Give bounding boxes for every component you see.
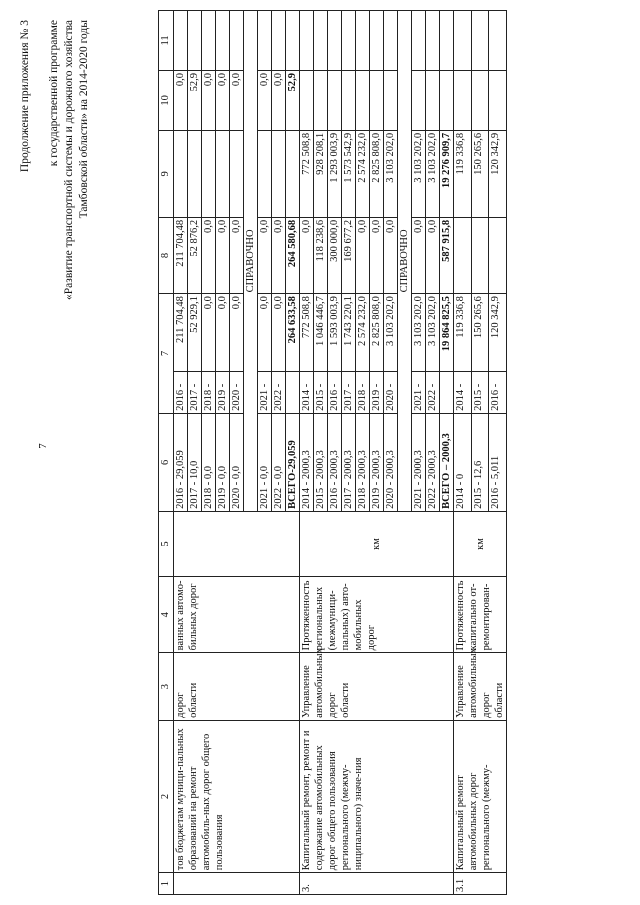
- other-funding: [202, 11, 216, 71]
- federal-funding: 0,0: [426, 217, 440, 293]
- federal-funding: [454, 217, 472, 293]
- federal-funding: 0,0: [202, 217, 216, 293]
- other-funding: [426, 11, 440, 71]
- total-indicator: ВСЕГО – 2000,3: [440, 413, 454, 511]
- column-number-9: 9: [159, 130, 174, 217]
- federal-funding: 0,0: [356, 217, 370, 293]
- header-line-2: «Развитие транспортной системы и дорожного хозяйства: [63, 20, 75, 300]
- regional-funding: 1 293 003,9: [328, 130, 342, 217]
- row-number: 3.1: [454, 873, 507, 895]
- indicator-value: 2016 - 29,059: [174, 413, 188, 511]
- regional-funding: [174, 130, 188, 217]
- header-line-1: к государственной программе: [48, 20, 60, 167]
- regional-funding: [202, 130, 216, 217]
- local-funding: [412, 70, 426, 130]
- regional-funding: 772 508,8: [300, 130, 314, 217]
- regional-funding: 2 574 232,0: [356, 130, 370, 217]
- regional-funding: 3 103 202,0: [412, 130, 426, 217]
- measure-name: Капитальный ремонт автомобильных дорог регионального (межму-: [454, 720, 507, 872]
- other-funding: [216, 11, 230, 71]
- other-funding: [454, 11, 472, 71]
- local-funding: [314, 70, 328, 130]
- total-funding: 1 046 446,7: [314, 294, 328, 372]
- indicator-value: 2020 - 2000,3: [384, 413, 398, 511]
- total-funding: 19 864 825,5: [440, 294, 454, 372]
- reference-label: СПРАВОЧНО: [244, 11, 258, 512]
- other-funding: [230, 11, 244, 71]
- indicator-value: 2015 - 12,6: [471, 413, 489, 511]
- column-number-10: 10: [159, 70, 174, 130]
- local-funding: 0,0: [216, 70, 230, 130]
- indicator-value: 2017 - 2000,3: [342, 413, 356, 511]
- indicator-value: 2016 - 5,011: [489, 413, 507, 511]
- federal-funding: 169 677,2: [342, 217, 356, 293]
- indicator-value: 2016 - 2000,3: [328, 413, 342, 511]
- year-label: 2014 -: [300, 372, 314, 413]
- local-funding: 0,0: [230, 70, 244, 130]
- table-row: [300, 11, 314, 895]
- other-funding: [370, 11, 384, 71]
- total-funding: 0,0: [272, 294, 286, 372]
- other-funding: [412, 11, 426, 71]
- table-row: [454, 11, 472, 895]
- regional-funding: 19 276 909,7: [440, 130, 454, 217]
- year-label: 2019 -: [216, 372, 230, 413]
- federal-funding: 0,0: [216, 217, 230, 293]
- other-funding: [356, 11, 370, 71]
- local-funding: 0,0: [202, 70, 216, 130]
- local-funding: 52,9: [188, 70, 202, 130]
- federal-funding: [471, 217, 489, 293]
- unit: км: [300, 511, 454, 576]
- federal-funding: 264 580,68: [286, 217, 300, 293]
- year-label: 2015 -: [314, 372, 328, 413]
- header-continuation: Продолжение приложения № 3: [19, 20, 31, 173]
- federal-funding: 0,0: [272, 217, 286, 293]
- column-number-7: 7: [159, 294, 174, 414]
- column-number-4: 4: [159, 577, 174, 653]
- indicator-value: 2014 - 0: [454, 413, 472, 511]
- federal-funding: 0,0: [230, 217, 244, 293]
- year-label: 2018 -: [202, 372, 216, 413]
- local-funding: [384, 70, 398, 130]
- total-funding: 3 103 202,0: [426, 294, 440, 372]
- regional-funding: 120 342,9: [489, 130, 507, 217]
- local-funding: [356, 70, 370, 130]
- executor: дорог области: [174, 653, 300, 720]
- total-funding: 150 265,6: [471, 294, 489, 372]
- unit: км: [454, 511, 507, 576]
- local-funding: [300, 70, 314, 130]
- year-label: [286, 372, 300, 413]
- indicator-name: ванных автомо-бильных дорог: [174, 577, 300, 653]
- column-number-11: 11: [159, 11, 174, 71]
- indicator-value: 2015 - 2000,3: [314, 413, 328, 511]
- total-funding: 3 103 202,0: [384, 294, 398, 372]
- total-funding: 2 574 232,0: [356, 294, 370, 372]
- indicator-value: 2020 - 0,0: [230, 413, 244, 511]
- reference-label: СПРАВОЧНО: [398, 11, 412, 512]
- other-funding: [300, 11, 314, 71]
- federal-funding: 118 238,6: [314, 217, 328, 293]
- total-funding: 2 825 808,0: [370, 294, 384, 372]
- page-number: 7: [36, 443, 49, 449]
- local-funding: [328, 70, 342, 130]
- federal-funding: [489, 217, 507, 293]
- column-number-3: 3: [159, 653, 174, 720]
- year-label: 2019 -: [370, 372, 384, 413]
- local-funding: [440, 70, 454, 130]
- regional-funding: [216, 130, 230, 217]
- indicator-value: 2021 - 0,0: [258, 413, 272, 511]
- total-funding: 0,0: [216, 294, 230, 372]
- total-funding: 120 342,9: [489, 294, 507, 372]
- other-funding: [258, 11, 272, 71]
- regional-funding: 3 103 202,0: [426, 130, 440, 217]
- year-label: 2017 -: [188, 372, 202, 413]
- other-funding: [440, 11, 454, 71]
- unit: [174, 511, 300, 576]
- federal-funding: 0,0: [300, 217, 314, 293]
- regional-funding: [286, 130, 300, 217]
- column-number-6: 6: [159, 413, 174, 511]
- measure-name: Капитальный ремонт, ремонт и содержание автомобильных дорог общего пользования регионального (межму-ниципального) значе-ния: [300, 720, 454, 872]
- federal-funding: 300 000,0: [328, 217, 342, 293]
- local-funding: [426, 70, 440, 130]
- other-funding: [174, 11, 188, 71]
- local-funding: [489, 70, 507, 130]
- year-label: 2022 -: [272, 372, 286, 413]
- total-funding: 1 743 220,1: [342, 294, 356, 372]
- federal-funding: 52 876,2: [188, 217, 202, 293]
- total-funding: 1 593 003,9: [328, 294, 342, 372]
- federal-funding: 0,0: [370, 217, 384, 293]
- indicator-value: 2017 - 10,0: [188, 413, 202, 511]
- other-funding: [342, 11, 356, 71]
- column-number-1: 1: [159, 873, 174, 895]
- regional-funding: 2 825 808,0: [370, 130, 384, 217]
- local-funding: 0,0: [174, 70, 188, 130]
- total-indicator: ВСЕГО-29,059: [286, 413, 300, 511]
- total-funding: 211 704,48: [174, 294, 188, 372]
- total-funding: 3 103 202,0: [412, 294, 426, 372]
- indicator-value: 2014 - 2000,3: [300, 413, 314, 511]
- row-number: 3.: [300, 873, 454, 895]
- year-label: 2021 -: [412, 372, 426, 413]
- indicator-value: 2019 - 0,0: [216, 413, 230, 511]
- year-label: 2016 -: [489, 372, 507, 413]
- indicator-name: Протяженность региональных (межмуници-пальных) авто-мобильных дорог: [300, 577, 454, 653]
- federal-funding: 0,0: [412, 217, 426, 293]
- other-funding: [286, 11, 300, 71]
- indicator-value: 2022 - 2000,3: [426, 413, 440, 511]
- total-funding: 0,0: [258, 294, 272, 372]
- local-funding: 52,9: [286, 70, 300, 130]
- year-label: 2018 -: [356, 372, 370, 413]
- indicator-name: Протяженность капитально от-ремонтирован-: [454, 577, 507, 653]
- federal-funding: 211 704,48: [174, 217, 188, 293]
- indicator-value: 2018 - 0,0: [202, 413, 216, 511]
- table-row: [174, 11, 188, 895]
- indicator-value: 2019 - 2000,3: [370, 413, 384, 511]
- other-funding: [489, 11, 507, 71]
- other-funding: [314, 11, 328, 71]
- total-funding: 0,0: [230, 294, 244, 372]
- executor: Управление автомобильных дорог области: [300, 653, 454, 720]
- year-label: 2015 -: [471, 372, 489, 413]
- federal-funding: 587 915,8: [440, 217, 454, 293]
- total-funding: 264 633,58: [286, 294, 300, 372]
- local-funding: 0,0: [272, 70, 286, 130]
- year-label: 2016 -: [174, 372, 188, 413]
- other-funding: [328, 11, 342, 71]
- regional-funding: [230, 130, 244, 217]
- other-funding: [272, 11, 286, 71]
- total-funding: 119 336,8: [454, 294, 472, 372]
- row-number: [174, 873, 300, 895]
- regional-funding: [188, 130, 202, 217]
- other-funding: [384, 11, 398, 71]
- column-number-5: 5: [159, 511, 174, 576]
- measure-name: тов бюджетам муници-пальных образований на ремонт автомобиль-ных дорог общего пользования: [174, 720, 300, 872]
- year-label: 2017 -: [342, 372, 356, 413]
- regional-funding: 119 336,8: [454, 130, 472, 217]
- year-label: 2016 -: [328, 372, 342, 413]
- year-label: 2020 -: [384, 372, 398, 413]
- regional-funding: [258, 130, 272, 217]
- other-funding: [471, 11, 489, 71]
- local-funding: [370, 70, 384, 130]
- document-header: [18, 20, 92, 440]
- regional-funding: [272, 130, 286, 217]
- regional-funding: 150 265,6: [471, 130, 489, 217]
- column-number-8: 8: [159, 217, 174, 293]
- column-number-row: [159, 11, 174, 895]
- year-label: 2022 -: [426, 372, 440, 413]
- regional-funding: 1 573 542,9: [342, 130, 356, 217]
- total-funding: 0,0: [202, 294, 216, 372]
- header-line-3: Тамбовской области» на 2014-2020 годы: [78, 20, 90, 219]
- federal-funding: 0,0: [384, 217, 398, 293]
- regional-funding: 3 103 202,0: [384, 130, 398, 217]
- year-label: 2014 -: [454, 372, 472, 413]
- year-label: 2021 -: [258, 372, 272, 413]
- year-label: 2020 -: [230, 372, 244, 413]
- column-number-2: 2: [159, 720, 174, 872]
- total-funding: 52 929,1: [188, 294, 202, 372]
- indicator-value: 2018 - 2000,3: [356, 413, 370, 511]
- program-table: [158, 10, 507, 895]
- indicator-value: 2021 - 2000,3: [412, 413, 426, 511]
- federal-funding: 0,0: [258, 217, 272, 293]
- year-label: [440, 372, 454, 413]
- other-funding: [188, 11, 202, 71]
- regional-funding: 928 208,1: [314, 130, 328, 217]
- total-funding: 772 508,8: [300, 294, 314, 372]
- local-funding: [471, 70, 489, 130]
- indicator-value: 2022 - 0,0: [272, 413, 286, 511]
- local-funding: [342, 70, 356, 130]
- local-funding: 0,0: [258, 70, 272, 130]
- local-funding: [454, 70, 472, 130]
- executor: Управление автомобильных дорог области: [454, 653, 507, 720]
